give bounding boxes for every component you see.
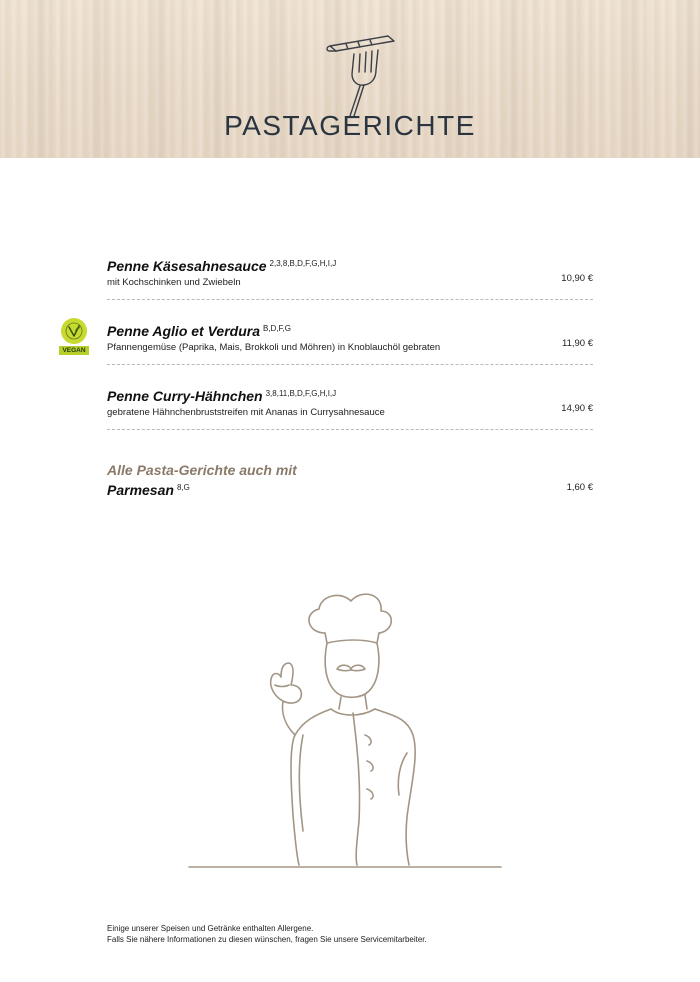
item-description: mit Kochschinken und Zwiebeln: [107, 277, 241, 288]
item-description: Pfannengemüse (Paprika, Mais, Brokkoli und Möhren) in Knoblauchöl gebraten: [107, 342, 441, 353]
footer-line: Einige unserer Speisen und Getränke enthalten Allergene.: [107, 924, 314, 933]
allergen-codes: 3,8,11,B,D,F,G,H,I,J: [265, 389, 337, 398]
fork-with-penne-icon: [318, 30, 408, 122]
extra-note: Alle Pasta-Gerichte auch mit: [107, 462, 297, 478]
chef-thumbs-up-illustration: [185, 585, 505, 875]
vegan-leaf-icon: [61, 318, 87, 344]
footer-line: Falls Sie nähere Informationen zu diesen wünschen, fragen Sie unsere Servicemitarbeiter.: [107, 935, 427, 944]
menu-item: [62, 320, 593, 365]
vegan-label: VEGAN: [59, 346, 89, 355]
header-banner: [0, 0, 700, 158]
item-name: Penne Curry-Hähnchen $^{3,8,11,B,D,F,G,H,I,J}$: [107, 388, 337, 404]
extra-name: Parmesan $^{8,G}$: [107, 482, 190, 498]
item-name: Penne Aglio et Verdura $^{B,D,F,G}$: [107, 323, 292, 339]
item-price: 11,90 €: [562, 338, 593, 349]
extra-price: 1,60 €: [566, 482, 593, 493]
item-name: Penne Käsesahnesauce $^{2,3,8,B,D,F,G,H,I,J}$: [107, 258, 337, 274]
item-price: 14,90 €: [561, 403, 593, 414]
allergen-codes: B,D,F,G: [263, 324, 292, 333]
page-title: PASTAGERICHTE: [224, 110, 476, 141]
menu-item: [107, 385, 593, 430]
allergen-footer-note: [107, 923, 427, 945]
item-price: 10,90 €: [561, 273, 593, 284]
allergen-codes: 8,G: [176, 483, 190, 492]
vegan-badge: [59, 318, 89, 355]
menu-list: [62, 255, 593, 499]
extra-option: [107, 462, 593, 499]
item-description: gebratene Hähnchenbruststreifen mit Ananas in Currysahnesauce: [107, 407, 385, 418]
menu-item: [107, 255, 593, 300]
allergen-codes: 2,3,8,B,D,F,G,H,I,J: [269, 259, 337, 268]
